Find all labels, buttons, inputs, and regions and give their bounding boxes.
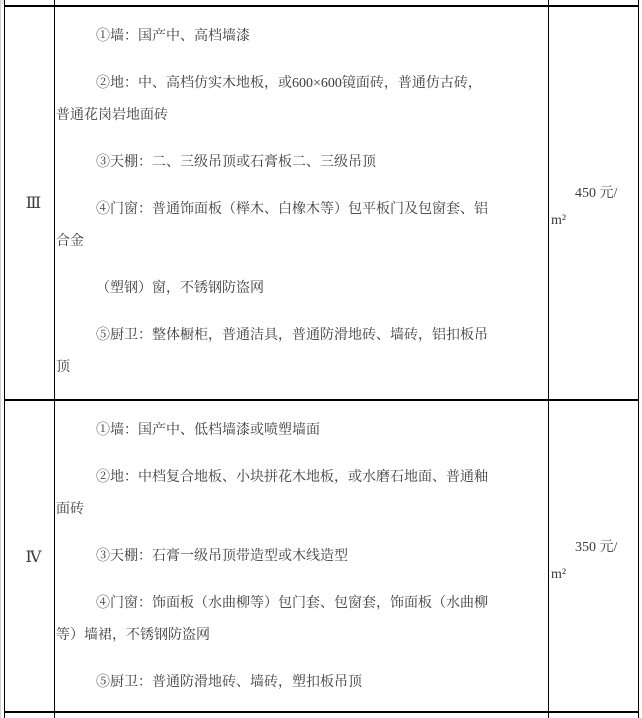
spec-line: ④门窗：普通饰面板（榉木、白橡木等）包平板门及包窗套、铝 <box>96 202 488 217</box>
spec-line: ⑤厨卫：普通防滑地砖、墙砖，塑扣板吊顶 <box>96 675 362 690</box>
price-value: 450 元/ <box>575 186 618 201</box>
spec-line: ④门窗：饰面板（水曲柳等）包门套、包窗套，饰面板（水曲柳 <box>96 596 488 611</box>
spec-item-floor <box>55 68 547 132</box>
spec-line: ②地：中、高档仿实木地板，或600×600镜面砖，普通仿古砖， <box>96 76 482 91</box>
spec-item-ceiling <box>55 147 547 179</box>
price-cell-row-4 <box>549 401 638 712</box>
spec-item-wall <box>55 21 547 53</box>
grade-cell-row-4 <box>5 401 54 712</box>
spec-line: ②地：中档复合地板、小块拼花木地板，或水磨石地面、普通釉 <box>96 470 488 485</box>
spec-line: ③天棚：二、三级吊顶或石膏板二、三级吊顶 <box>96 155 376 170</box>
price-unit: m² <box>551 566 567 582</box>
grade-III-label: Ⅲ <box>25 195 42 212</box>
price-unit: m² <box>551 213 567 228</box>
spec-cell-row-4 <box>55 401 547 712</box>
spec-item-kitchen-bath <box>55 667 547 699</box>
spec-line: ⑤厨卫：整体橱柜，普通洁具，普通防滑地砖、墙砖，铝扣板吊 <box>96 328 488 343</box>
spec-line: 合金 <box>56 234 84 249</box>
spec-item-floor <box>55 462 547 526</box>
spec-item-wall <box>55 415 547 447</box>
price-cell-row-3 <box>549 7 638 399</box>
spec-line: ③天棚：石膏一级吊顶带造型或木线造型 <box>96 549 348 564</box>
spec-item-ceiling <box>55 541 547 573</box>
spec-item-kitchen-bath <box>55 320 547 384</box>
spec-line: 普通花岗岩地面砖 <box>56 108 168 123</box>
spec-cell-row-3 <box>55 7 547 399</box>
spec-line: 面砖 <box>56 502 84 517</box>
grade-IV-label: Ⅳ <box>25 548 42 566</box>
spec-line: 顶 <box>56 360 70 375</box>
outer-edge-line <box>0 0 1 718</box>
grade-cell-row-3 <box>5 7 54 399</box>
spec-line: 等）墙裙，不锈钢防盗网 <box>56 628 210 643</box>
spec-item-doors-windows <box>55 588 547 652</box>
price-value: 350 元/ <box>575 539 618 555</box>
spec-item-doors-windows <box>55 194 547 258</box>
table-border-right <box>638 0 639 718</box>
spec-line: ①墙：国产中、低档墙漆或喷塑墙面 <box>96 423 320 438</box>
spec-line: （塑钢）窗，不锈钢防盗网 <box>96 281 264 296</box>
spec-line: ①墙：国产中、高档墙漆 <box>96 29 250 44</box>
spec-item-doors-windows-cont <box>55 273 547 305</box>
